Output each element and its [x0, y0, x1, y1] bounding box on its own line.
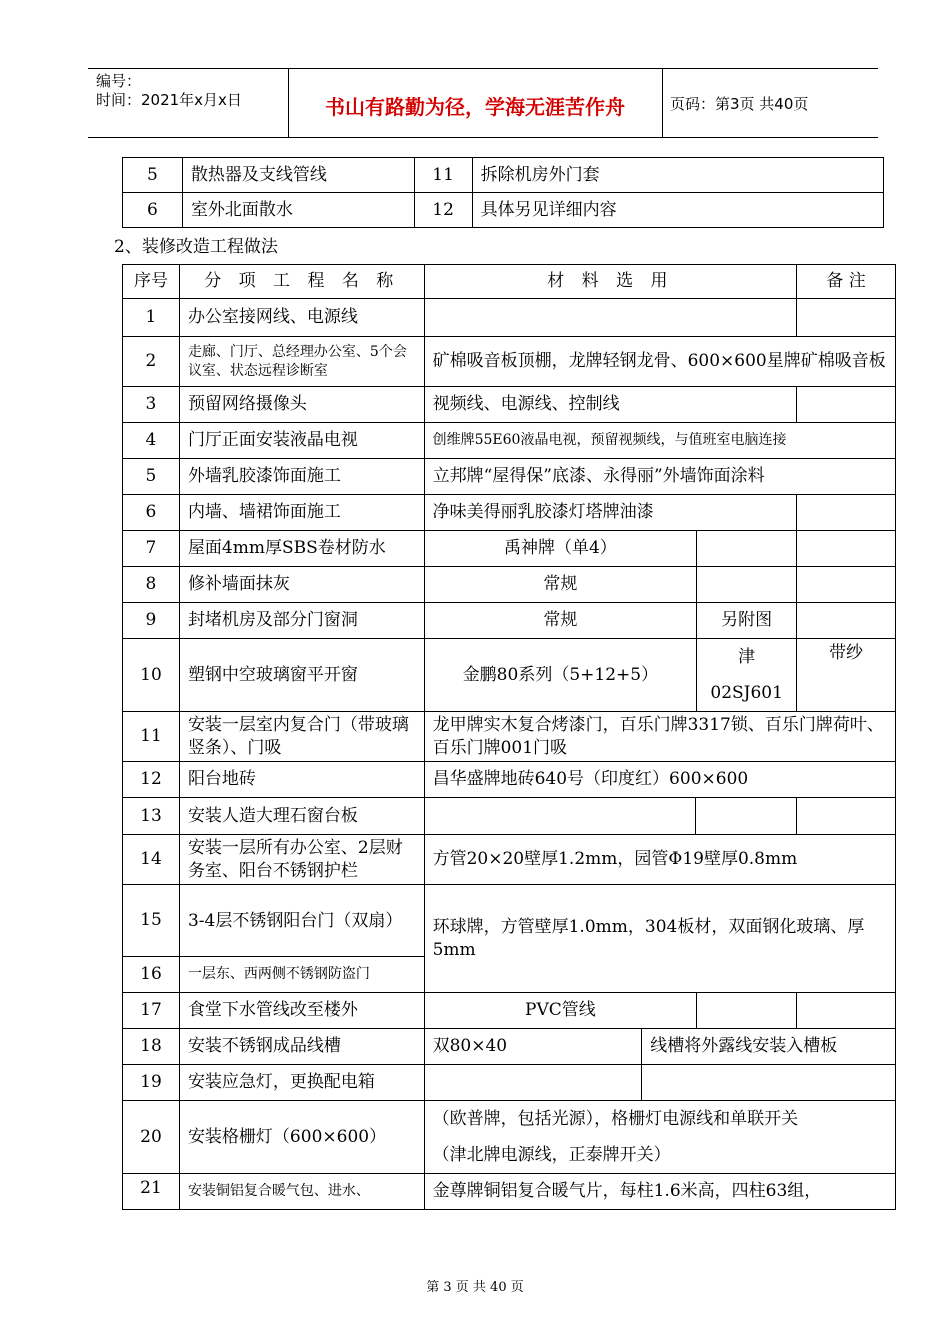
material-cell [424, 1065, 642, 1101]
table-cell: 5 [123, 158, 183, 193]
note-cell [797, 387, 896, 423]
material-cell: 金鹏80系列（5+12+5） [424, 639, 697, 712]
header-cell: 分 项 工 程 名 称 [179, 265, 424, 299]
table-row [123, 993, 896, 1029]
table-cell: 拆除机房外门套 [472, 158, 883, 193]
row-number: 11 [123, 712, 180, 762]
material-cell: 方管20×20壁厚1.2mm，园管Φ19壁厚0.8mm [424, 835, 895, 885]
material-cell: 视频线、电源线、控制线 [424, 387, 797, 423]
row-number: 10 [123, 639, 180, 712]
table-row [123, 567, 896, 603]
item-name: 一层东、西两侧不锈钢防盗门 [179, 957, 424, 993]
table-cell: 散热器及支线管线 [182, 158, 414, 193]
main-table [122, 264, 896, 1210]
row-number: 2 [123, 337, 180, 387]
row-number: 4 [123, 423, 180, 459]
table-header-row [123, 265, 896, 299]
item-name: 走廊、门厅、总经理办公室、5个会议室、状态远程诊断室 [179, 337, 424, 387]
table-cell: 6 [123, 193, 183, 228]
atlas-line: 02SJ601 [710, 683, 783, 703]
material-line: （欧普牌，包括光源），格栅灯电源线和单联开关 [432, 1109, 799, 1129]
table-cell: 11 [414, 158, 472, 193]
table-row [123, 1029, 896, 1065]
extra-cell: 线槽将外露线安装入槽板 [642, 1029, 896, 1065]
header-motto: 书山有路勤为径，学海无涯苦作舟 [325, 95, 625, 119]
time-label: 时间：2021年x月x日 [96, 91, 242, 109]
extra-cell [642, 1065, 896, 1101]
atlas-cell [697, 567, 797, 603]
material-cell: 双80×40 [424, 1029, 642, 1065]
atlas-cell [697, 993, 797, 1029]
material-cell: 净味美得丽乳胶漆灯塔牌油漆 [424, 495, 797, 531]
material-cell: 立邦牌“屋得保”底漆、永得丽”外墙饰面涂料 [424, 459, 895, 495]
row-number: 17 [123, 993, 180, 1029]
table-row [123, 603, 896, 639]
section-heading: 2、装修改造工程做法 [114, 237, 278, 257]
note-cell [797, 531, 896, 567]
material-cell: 环球牌，方管壁厚1.0mm，304板材，双面钢化玻璃、厚5mm [424, 885, 895, 993]
material-cell [424, 1101, 895, 1174]
item-name: 预留网络摄像头 [179, 387, 424, 423]
table-row [123, 459, 896, 495]
item-name: 办公室接网线、电源线 [179, 299, 424, 337]
table-row [123, 762, 896, 798]
item-name: 塑钢中空玻璃窗平开窗 [179, 639, 424, 712]
table-row [123, 193, 884, 228]
header-meta [96, 72, 242, 110]
material-cell: 常规 [424, 603, 697, 639]
material-cell [424, 798, 797, 835]
material-cell: PVC管线 [424, 993, 697, 1029]
header-cell: 序号 [123, 265, 180, 299]
item-name: 封堵机房及部分门窗洞 [179, 603, 424, 639]
item-name: 安装一层所有办公室、2层财务室、阳台不锈钢护栏 [179, 835, 424, 885]
material-cell: 创维牌55E60液晶电视，预留视频线，与值班室电脑连接 [424, 423, 895, 459]
row-number: 7 [123, 531, 180, 567]
row-number: 6 [123, 495, 180, 531]
row-number: 15 [123, 885, 180, 957]
number-label: 编号： [96, 72, 142, 90]
note-cell [797, 798, 896, 835]
note-cell [797, 495, 896, 531]
material-cell: 昌华盛牌地砖640号（印度红）600×600 [424, 762, 895, 798]
table-row [123, 712, 896, 762]
item-name: 安装一层室内复合门（带玻璃竖条）、门吸 [179, 712, 424, 762]
row-number: 18 [123, 1029, 180, 1065]
row-number: 3 [123, 387, 180, 423]
item-name: 安装应急灯，更换配电箱 [179, 1065, 424, 1101]
header-page-info: 页码：第3页 共40页 [670, 95, 809, 113]
note-cell [797, 567, 896, 603]
item-name: 安装格栅灯（600×600） [179, 1101, 424, 1174]
row-number: 13 [123, 798, 180, 835]
table-cell: 室外北面散水 [182, 193, 414, 228]
row-number: 1 [123, 299, 180, 337]
row-number: 20 [123, 1101, 180, 1174]
item-name: 安装铜铝复合暖气包、进水、 [179, 1174, 424, 1210]
table-row [123, 531, 896, 567]
page-header [88, 68, 878, 138]
page-footer: 第 3 页 共 40 页 [426, 1280, 524, 1295]
table-row [123, 158, 884, 193]
atlas-cell [697, 531, 797, 567]
header-cell: 材 料 选 用 [424, 265, 797, 299]
item-name: 安装人造大理石窗台板 [179, 798, 424, 835]
item-name: 3-4层不锈钢阳台门（双扇） [179, 885, 424, 957]
item-name: 门厅正面安装液晶电视 [179, 423, 424, 459]
atlas-line: 津 [738, 647, 756, 667]
table-row [123, 299, 896, 337]
item-name: 阳台地砖 [179, 762, 424, 798]
note-cell: 带纱 [797, 639, 896, 712]
table-row [123, 337, 896, 387]
table-row [123, 639, 896, 712]
material-cell: 金尊牌铜铝复合暖气片，每柱1.6米高，四柱63组， [424, 1174, 895, 1210]
table-row [123, 495, 896, 531]
item-name: 外墙乳胶漆饰面施工 [179, 459, 424, 495]
table-row [123, 387, 896, 423]
table-cell: 12 [414, 193, 472, 228]
row-number: 21 [123, 1174, 180, 1210]
table-cell: 具体另见详细内容 [472, 193, 883, 228]
material-cell: 矿棉吸音板顶棚，龙牌轻钢龙骨、600×600星牌矿棉吸音板 [424, 337, 895, 387]
table-row [123, 423, 896, 459]
table-row [123, 1065, 896, 1101]
header-divider [662, 69, 663, 137]
top-table [122, 157, 884, 228]
material-cell [424, 299, 895, 337]
header-cell: 备 注 [797, 265, 896, 299]
table-row [123, 1101, 896, 1174]
table-row [123, 798, 896, 835]
material-cell: 龙甲牌实木复合烤漆门，百乐门牌3317锁、百乐门牌荷叶、百乐门牌001门吸 [424, 712, 895, 762]
row-number: 8 [123, 567, 180, 603]
atlas-cell: 另附图 [697, 603, 797, 639]
table-row [123, 885, 896, 957]
row-number: 19 [123, 1065, 180, 1101]
item-name: 内墙、墙裙饰面施工 [179, 495, 424, 531]
note-cell [797, 603, 896, 639]
row-number: 12 [123, 762, 180, 798]
atlas-cell [697, 639, 797, 712]
table-row [123, 835, 896, 885]
material-line: （津北牌电源线，正泰牌开关） [432, 1145, 671, 1165]
row-number: 5 [123, 459, 180, 495]
note-cell [797, 993, 896, 1029]
table-row [123, 1174, 896, 1210]
item-name: 屋面4mm厚SBS卷材防水 [179, 531, 424, 567]
material-cell: 常规 [424, 567, 697, 603]
row-number: 16 [123, 957, 180, 993]
material-cell: 禹神牌（单4） [424, 531, 697, 567]
item-name: 食堂下水管线改至楼外 [179, 993, 424, 1029]
row-number: 9 [123, 603, 180, 639]
item-name: 修补墙面抹灰 [179, 567, 424, 603]
row-number: 14 [123, 835, 180, 885]
item-name: 安装不锈钢成品线槽 [179, 1029, 424, 1065]
